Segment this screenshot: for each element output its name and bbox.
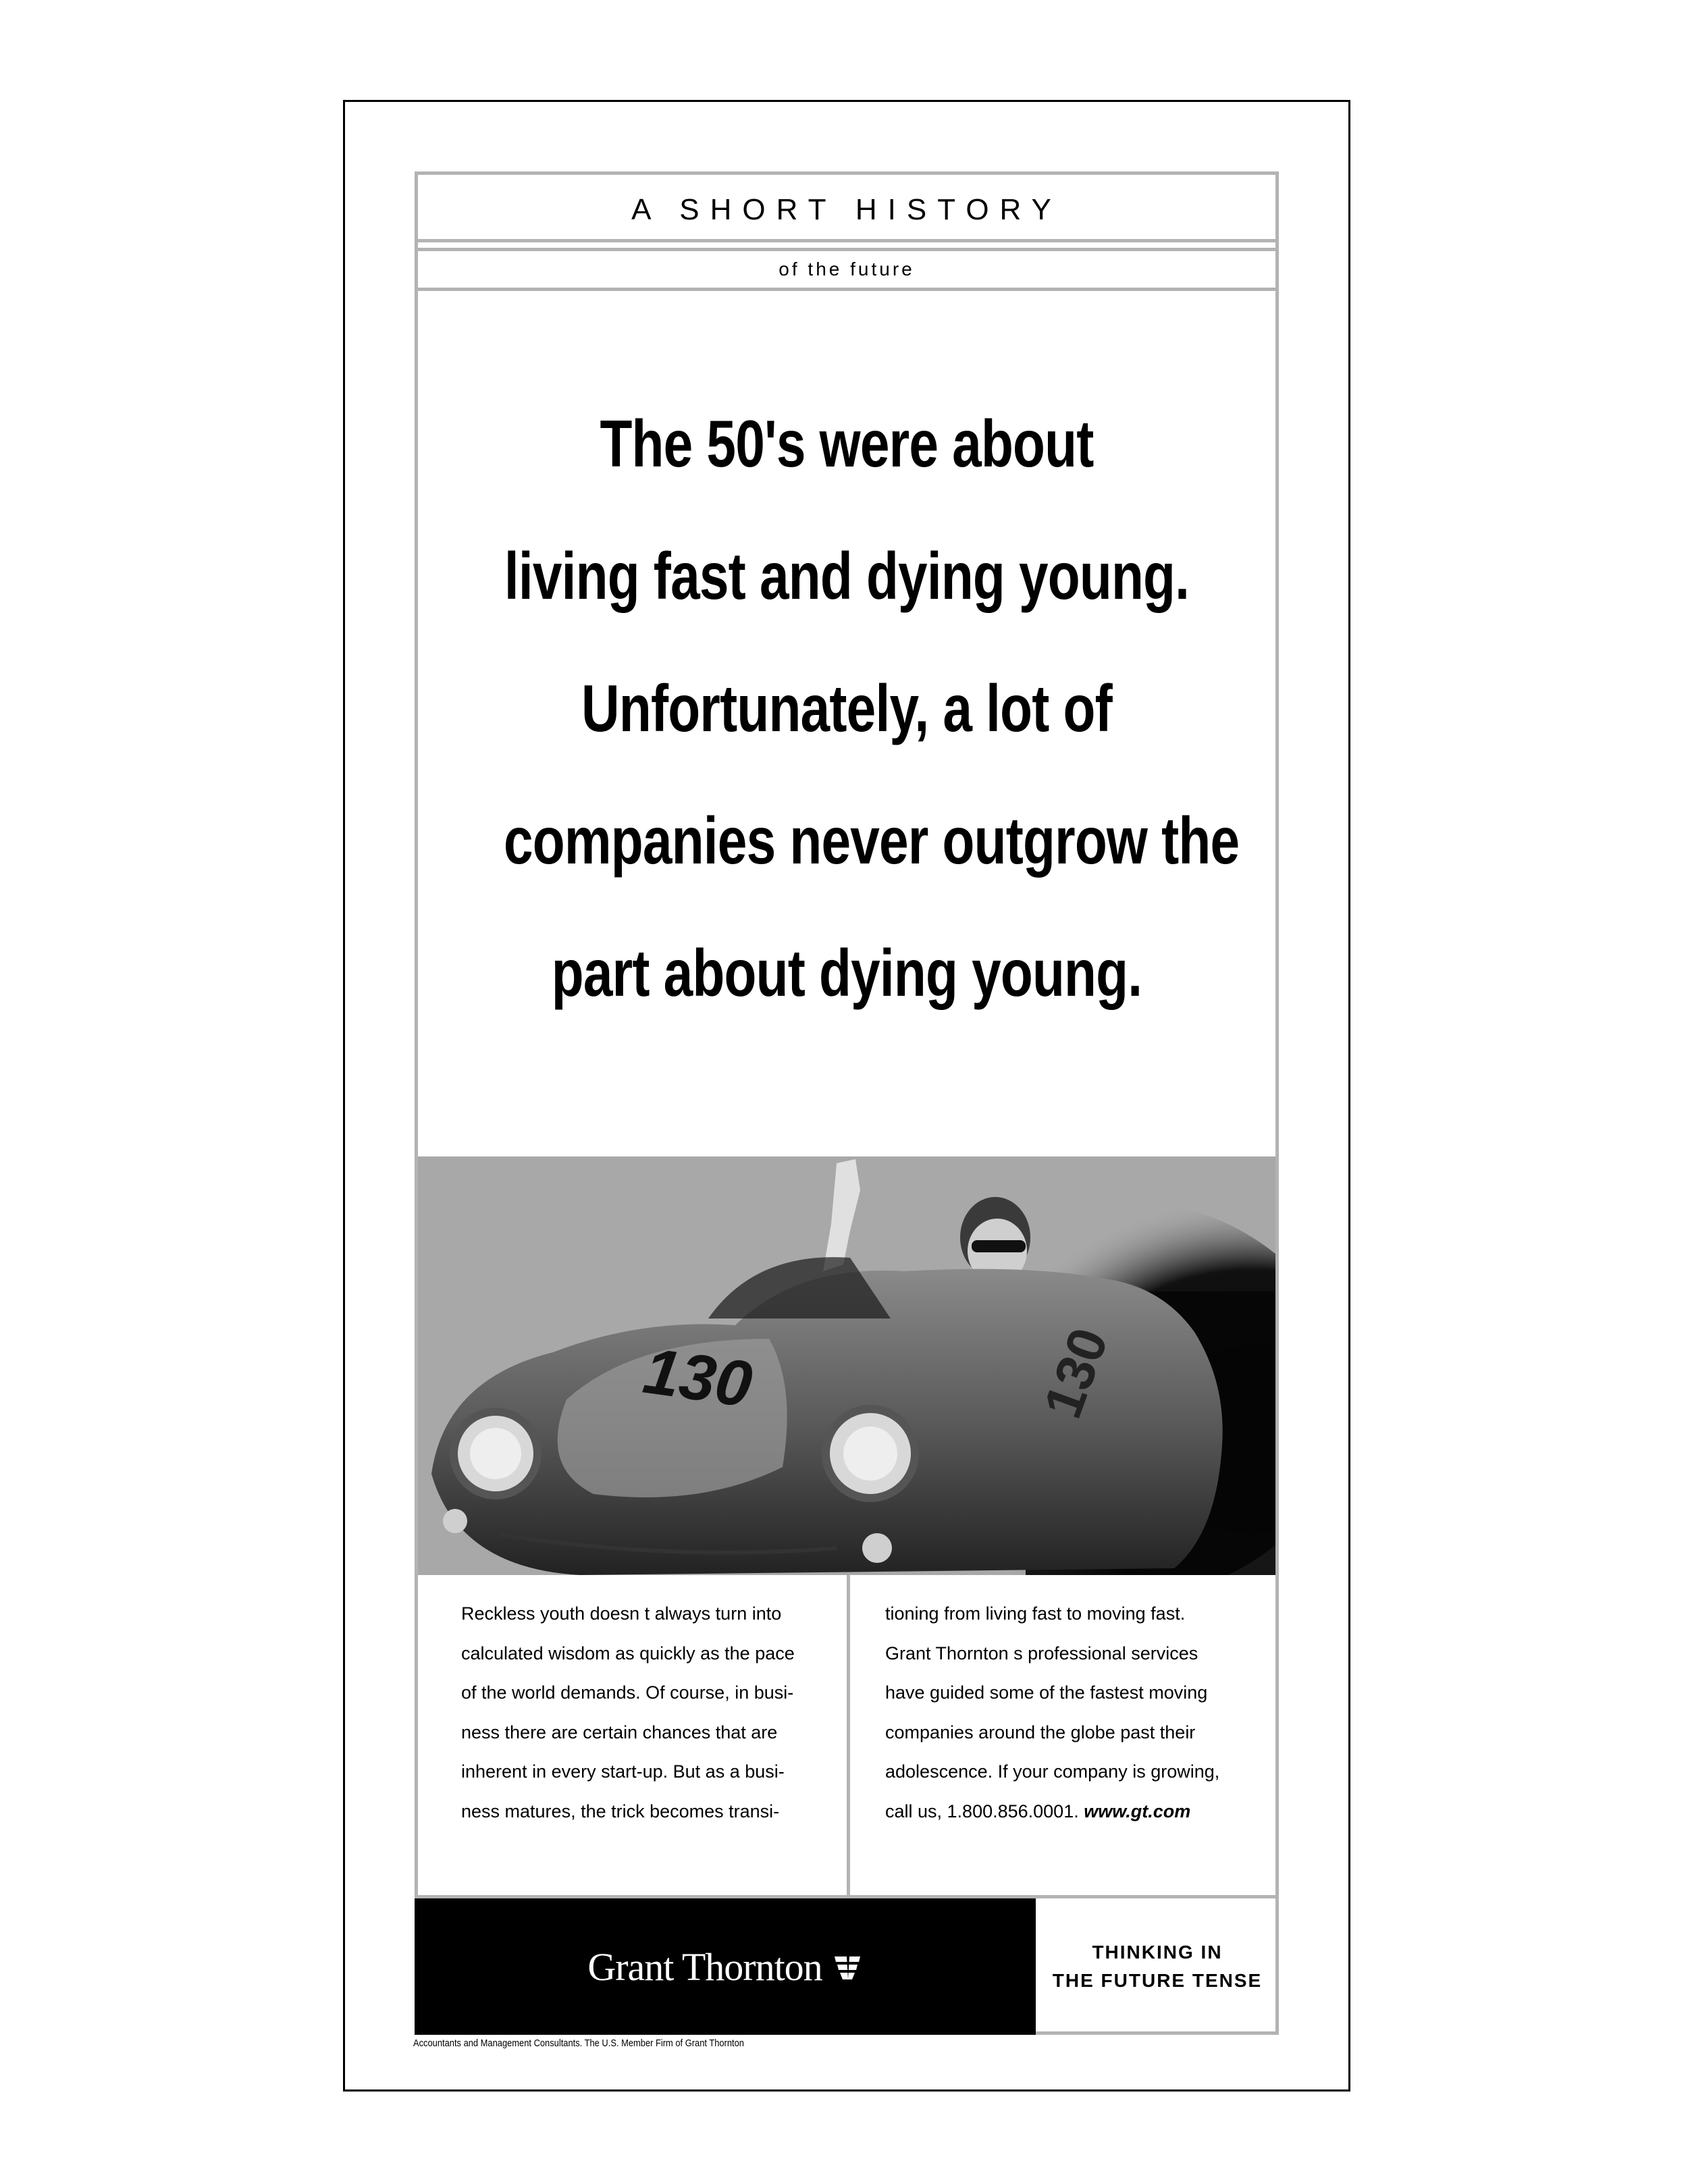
body-line: ness there are certain chances that are [461,1722,778,1742]
headline-line: companies never outgrow the [504,803,1240,878]
headline-line: Unfortunately, a lot of [581,671,1112,745]
website-url[interactable]: www.gt.com [1084,1801,1191,1821]
kicker-title: A SHORT HISTORY [418,175,1275,242]
company-logo-text: Grant Thornton [587,1944,822,1989]
logo-bar [415,1898,1036,2035]
body-line: of the world demands. Of course, in busi- [461,1682,794,1703]
tagline-line: THINKING IN [1092,1942,1223,1963]
phone-number: call us, 1.800.856.0001. [885,1801,1079,1821]
race-car-illustration [418,1156,1275,1575]
right-fog-light [862,1533,892,1563]
headline-line: The 50's were about [600,406,1094,481]
hood-race-number: 130 [639,1334,757,1421]
kicker-subtitle: of the future [418,248,1275,291]
body-line: ness matures, the trick becomes transi- [461,1801,780,1821]
body-column-left [418,1575,850,1895]
left-fog-light [443,1509,467,1533]
body-line: inherent in every start-up. But as a busi- [461,1761,785,1782]
body-line: tioning from living fast to moving fast. [885,1603,1186,1624]
body-line: companies around the globe past their [885,1722,1196,1742]
grant-thornton-logo-icon [832,1951,863,1982]
body-line: adolescence. If your company is growing, [885,1761,1220,1782]
headline-line: part about dying young. [551,936,1142,1010]
tagline [1036,1898,1279,2035]
body-column-right [850,1575,1275,1895]
legal-footnote: Accountants and Management Consultants. The U.S. Member Firm of Grant Thornton [413,2037,744,2049]
body-line-contact [885,1792,1275,1832]
headline-line: living fast and dying young. [504,539,1190,613]
side-race-number: 130 [1032,1320,1119,1426]
headline [504,377,1240,1039]
body-line: Grant Thornton s professional services [885,1643,1198,1663]
tagline-line: THE FUTURE TENSE [1052,1970,1263,1991]
advertisement-panel [415,171,1279,2035]
body-line: have guided some of the fastest moving [885,1682,1208,1703]
body-line: calculated wisdom as quickly as the pace [461,1643,795,1663]
body-line: Reckless youth doesn t always turn into [461,1603,782,1624]
race-car-photo [418,1156,1275,1575]
